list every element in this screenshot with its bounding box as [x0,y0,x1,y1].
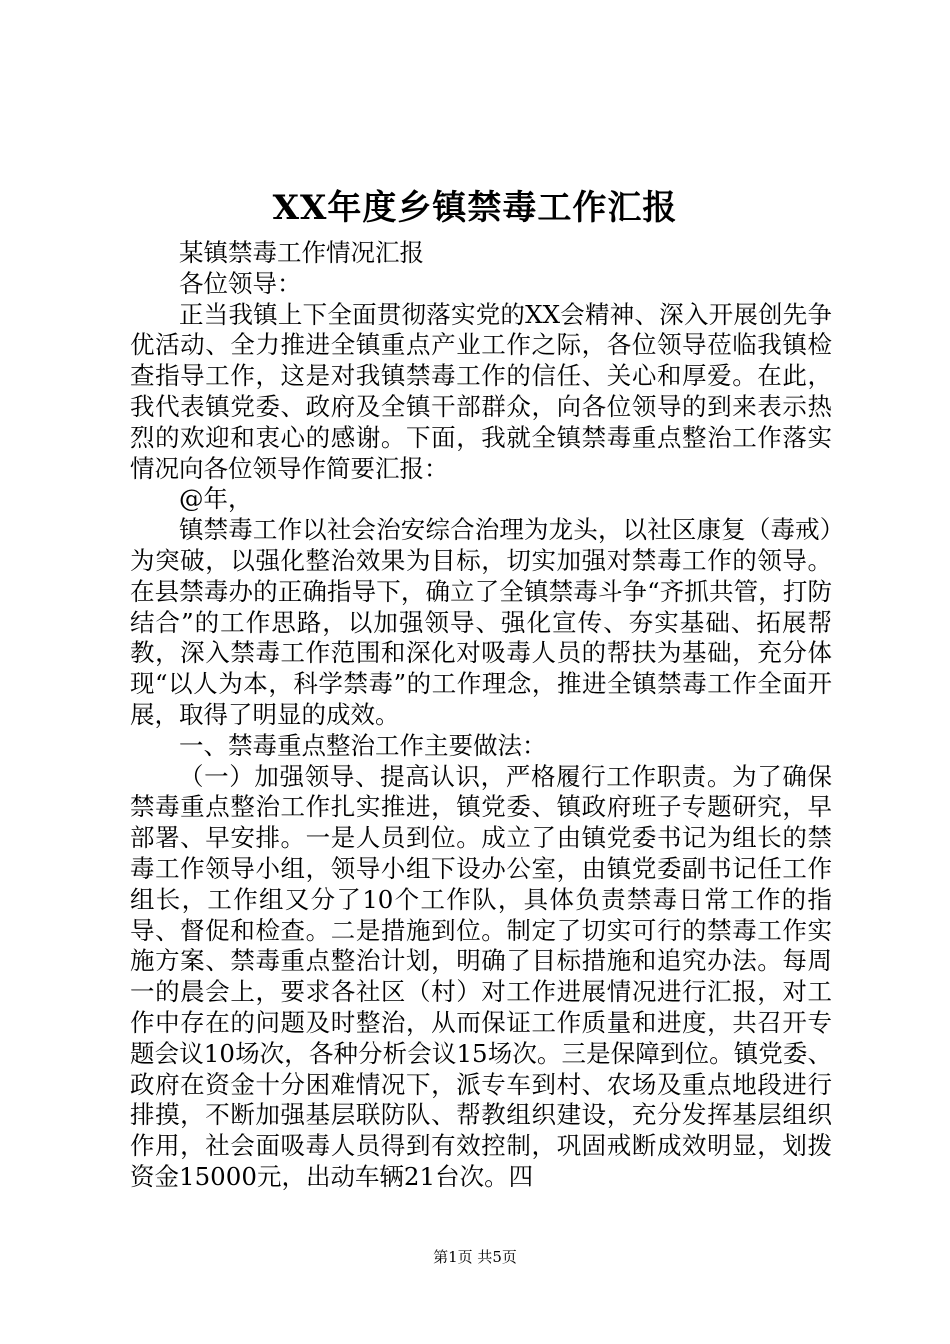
section-one-paragraph: （一）加强领导、提高认识，严格履行工作职责。为了确保禁毒重点整治工作扎实推进，镇党委、镇政府班子专题研究，早部署、早安排。一是人员到位。成立了由镇党委书记为组长的禁毒工作领导小组，领导小组下设办公室，由镇党委副书记任工作组长，工作组又分了10个工作队，具体负责禁毒日常工作的指导、督促和检查。二是措施到位。制定了切实可行的禁毒工作实施方案、禁毒重点整治计划，明确了目标措施和追究办法。每周一的晨会上，要求各社区（村）对工作进展情况进行汇报，对工作中存在的问题及时整治，从而保证工作质量和进度，共召开专题会议10场次，各种分析会议15场次。三是保障到位。镇党委、政府在资金十分困难情况下，派专车到村、农场及重点地段进行排摸，不断加强基层联防队、帮教组织建设，充分发挥基层组织作用，社会面吸毒人员得到有效控制，巩固戒断成效明显，划拨资金15000元，出动车辆21台次。四 [130,761,832,1191]
year-paragraph: @年， [179,484,253,514]
subtitle-paragraph: 某镇禁毒工作情况汇报 [179,238,424,267]
overview-paragraph: 镇禁毒工作以社会治安综合治理为龙头，以社区康复（毒戒）为突破，以强化整治效果为目标，切实加强对禁毒工作的领导。在县禁毒办的正确指导下，确立了全镇禁毒斗争“齐抓共管，打防结合”的工作思路，以加强领导、强化宣传、夯实基础、拓展帮教，深入禁毒工作范围和深化对吸毒人员的帮扶为基础，充分体现“以人为本，科学禁毒”的工作理念，推进全镇禁毒工作全面开展，取得了明显的成效。 [130,515,832,729]
intro-paragraph: 正当我镇上下全面贯彻落实党的XX会精神、深入开展创先争优活动、全力推进全镇重点产业工作之际，各位领导莅临我镇检查指导工作，这是对我镇禁毒工作的信任、关心和厚爱。在此，我代表镇党委、政府及全镇干部群众，向各位领导的到来表示热烈的欢迎和衷心的感谢。下面，我就全镇禁毒重点整治工作落实情况向各位领导作简要汇报： [130,299,832,483]
salutation-paragraph: 各位领导： [179,268,302,298]
section-heading: 一、禁毒重点整治工作主要做法： [179,730,547,760]
page-footer: 第1页 共5页 [433,1248,517,1266]
document-body [130,238,832,1193]
document-title: XX年度乡镇禁毒工作汇报 [272,188,678,228]
